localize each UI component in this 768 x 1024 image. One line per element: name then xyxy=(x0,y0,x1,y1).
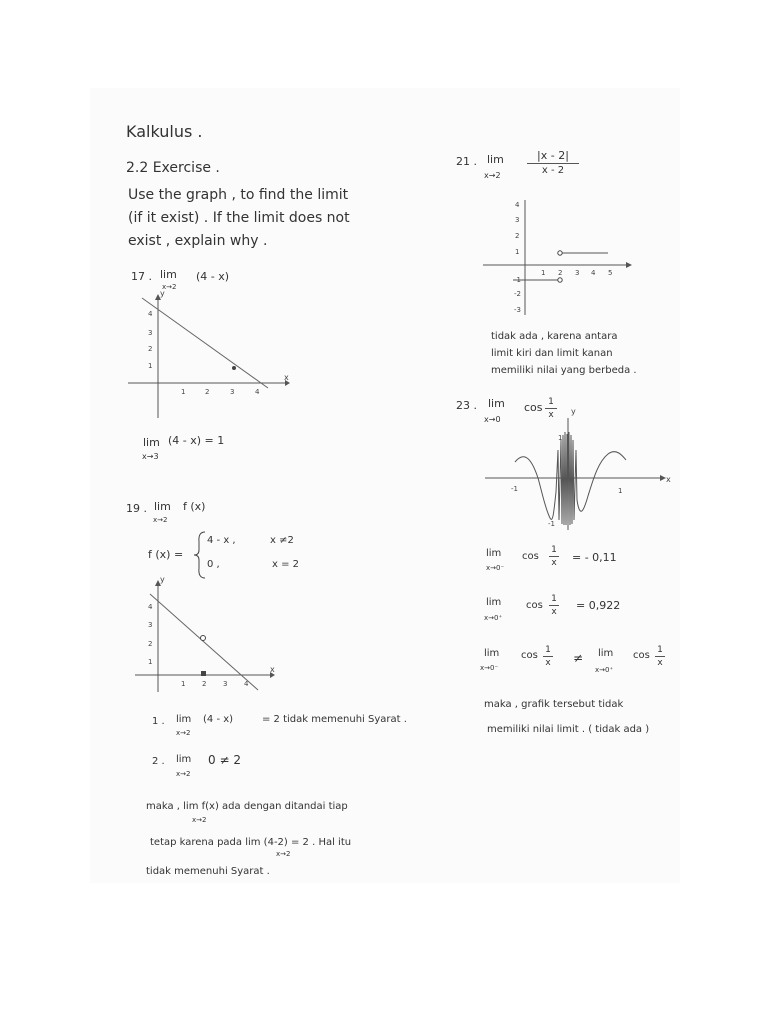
q23-line2-expr: cos xyxy=(526,600,543,611)
q23-line3-sub-left: x→0⁻ xyxy=(480,664,499,672)
q19-case2-expr: 0 , xyxy=(207,559,220,570)
q23-line3-fraction-left xyxy=(543,645,553,668)
q21-graph xyxy=(478,195,638,320)
instruction-line-3: exist , explain why . xyxy=(128,233,268,249)
q17-answer-expr: (4 - x) = 1 xyxy=(168,434,225,447)
q19-xtick: 3 xyxy=(223,680,228,688)
q23-conclusion-line-2: memiliki nilai limit . ( tidak ada ) xyxy=(487,724,650,735)
q23-line1-expr: cos xyxy=(522,551,539,562)
q21-number: 21 . xyxy=(456,155,477,168)
q23-frac-num: 1 xyxy=(548,397,554,407)
q19-ytick: 3 xyxy=(148,621,153,629)
q19-xtick: 4 xyxy=(244,680,249,688)
q23-line3-fraction-right xyxy=(655,645,665,668)
q23-line2-value: = 0,922 xyxy=(576,599,621,612)
q19-step2-sub: x→2 xyxy=(176,770,191,778)
q23-line3-lim-left: lim xyxy=(484,648,500,659)
q23-frac-den: x xyxy=(548,410,554,420)
q23-graph xyxy=(480,400,675,535)
q23-lim-sub: x→0 xyxy=(484,415,501,424)
q19-ytick: 1 xyxy=(148,658,153,666)
q21-xtick: 4 xyxy=(591,269,596,277)
q23-lim: lim xyxy=(488,397,505,410)
q23-line1-lim: lim xyxy=(486,548,502,559)
instruction-line-2: (if it exist) . If the limit does not xyxy=(128,210,350,226)
q23-line1-value: = - 0,11 xyxy=(572,551,617,564)
q17-answer-lim: lim xyxy=(143,436,160,449)
q23-line3-frac-num-right: 1 xyxy=(657,645,663,655)
q19-case2-cond: x = 2 xyxy=(272,559,300,570)
q23-xtick: 1 xyxy=(618,487,623,495)
q23-line3-sub-right: x→0⁺ xyxy=(595,666,614,674)
q21-ytick-neg: -2 xyxy=(514,290,521,298)
q21-answer-line-2: limit kiri dan limit kanan xyxy=(491,348,613,359)
q21-ytick: 4 xyxy=(515,201,520,209)
q19-lim-sub: x→2 xyxy=(153,516,168,524)
q23-line2-frac-num: 1 xyxy=(551,594,557,604)
q19-conclusion-line-3: tidak memenuhi Syarat . xyxy=(146,866,270,877)
q19-step1-expr: (4 - x) xyxy=(203,714,234,725)
q19-step2-number: 2 . xyxy=(152,756,165,767)
q23-line1-frac-num: 1 xyxy=(551,545,557,555)
q19-ytick: 2 xyxy=(148,640,153,648)
q23-y-label: y xyxy=(571,407,576,416)
q21-denominator: x - 2 xyxy=(541,165,565,176)
q19-graph xyxy=(130,572,290,697)
q19-conclusion-sub-1: x→2 xyxy=(192,816,207,824)
q17-xtick: 1 xyxy=(181,388,186,396)
q21-ytick-neg: -3 xyxy=(514,306,521,314)
q19-case1-cond: x ≠2 xyxy=(270,535,294,546)
q17-x-label: x xyxy=(284,373,289,382)
q19-lim: lim xyxy=(154,500,171,513)
q23-line1-frac-den: x xyxy=(551,558,557,568)
q17-answer-sub: x→3 xyxy=(142,452,159,461)
q19-conclusion-line-1: maka , lim f(x) ada dengan ditandai tiap xyxy=(146,801,348,812)
q21-numerator: |x - 2| xyxy=(537,149,569,162)
q17-xtick: 2 xyxy=(205,388,210,396)
instruction-line-1: Use the graph , to find the limit xyxy=(128,187,349,203)
q23-expr: cos xyxy=(524,401,543,414)
q21-lim: lim xyxy=(487,153,504,166)
q19-step1-number: 1 . xyxy=(152,716,165,727)
q19-fx-label: f (x) = xyxy=(148,548,184,561)
q19-xtick: 1 xyxy=(181,680,186,688)
q23-conclusion-line-1: maka , grafik tersebut tidak xyxy=(484,699,624,710)
q23-line3-neq: ≠ xyxy=(573,651,584,665)
q19-conclusion-sub-2: x→2 xyxy=(276,850,291,858)
q23-line2-lim: lim xyxy=(486,597,502,608)
q21-lim-sub: x→2 xyxy=(484,171,501,180)
q19-ytick: 4 xyxy=(148,603,153,611)
exercise-heading: 2.2 Exercise . xyxy=(126,160,220,176)
q23-line3-lim-right: lim xyxy=(598,648,614,659)
q19-step2-expr: 0 ≠ 2 xyxy=(208,753,241,767)
q19-number: 19 . xyxy=(126,502,147,515)
q23-line2-fraction xyxy=(549,594,559,617)
q21-xtick: 2 xyxy=(558,269,563,277)
q19-step2-lim: lim xyxy=(176,754,192,765)
q17-ytick: 2 xyxy=(148,345,153,353)
q23-line2-sub: x→0⁺ xyxy=(484,614,503,622)
q21-ytick: 3 xyxy=(515,216,520,224)
q21-xtick: 1 xyxy=(541,269,546,277)
q17-ytick: 1 xyxy=(148,362,153,370)
q17-xtick: 4 xyxy=(255,388,260,396)
q19-step1-lim: lim xyxy=(176,714,192,725)
q23-ytick: 1 xyxy=(558,434,563,442)
q17-number: 17 . xyxy=(131,270,152,283)
q23-line3-expr-left: cos xyxy=(521,650,538,661)
q19-x-label: x xyxy=(270,665,275,674)
q17-xtick: 3 xyxy=(230,388,235,396)
q23-number: 23 . xyxy=(456,399,477,412)
q21-ytick: 1 xyxy=(515,248,520,256)
q19-xtick: 2 xyxy=(202,680,207,688)
q19-conclusion-line-2: tetap karena pada lim (4-2) = 2 . Hal itu xyxy=(150,837,352,848)
q19-step1-result: = 2 tidak memenuhi Syarat . xyxy=(262,714,407,725)
q17-ytick: 3 xyxy=(148,329,153,337)
q21-ytick-neg: -1 xyxy=(514,276,521,284)
q23-line3-expr-right: cos xyxy=(633,650,650,661)
page-title: Kalkulus . xyxy=(126,122,203,141)
q23-line1-fraction xyxy=(549,545,559,568)
q17-graph xyxy=(120,288,295,423)
q23-line2-frac-den: x xyxy=(551,607,557,617)
q23-line3-frac-den-left: x xyxy=(545,658,551,668)
q21-answer-line-1: tidak ada , karena antara xyxy=(491,331,618,342)
q21-fraction xyxy=(527,149,579,176)
q23-ytick: -1 xyxy=(548,520,555,528)
q19-case1-expr: 4 - x , xyxy=(207,535,236,546)
q23-x-label: x xyxy=(666,475,671,484)
q17-lim-sub: x→2 xyxy=(162,283,177,291)
q19-y-label: y xyxy=(160,575,165,584)
q21-xtick: 3 xyxy=(575,269,580,277)
q23-line3-frac-num-left: 1 xyxy=(545,645,551,655)
q17-y-label: y xyxy=(160,289,165,298)
q19-expr: f (x) xyxy=(183,500,206,513)
q23-line1-sub: x→0⁻ xyxy=(486,564,505,572)
q19-step1-sub: x→2 xyxy=(176,729,191,737)
q23-line3-frac-den-right: x xyxy=(657,658,663,668)
q17-lim: lim xyxy=(160,268,177,281)
q17-expr: (4 - x) xyxy=(196,270,230,283)
q23-xtick: -1 xyxy=(511,485,518,493)
q17-ytick: 4 xyxy=(148,310,153,318)
q21-xtick: 5 xyxy=(608,269,613,277)
q21-ytick: 2 xyxy=(515,232,520,240)
q21-answer-line-3: memiliki nilai yang berbeda . xyxy=(491,365,637,376)
